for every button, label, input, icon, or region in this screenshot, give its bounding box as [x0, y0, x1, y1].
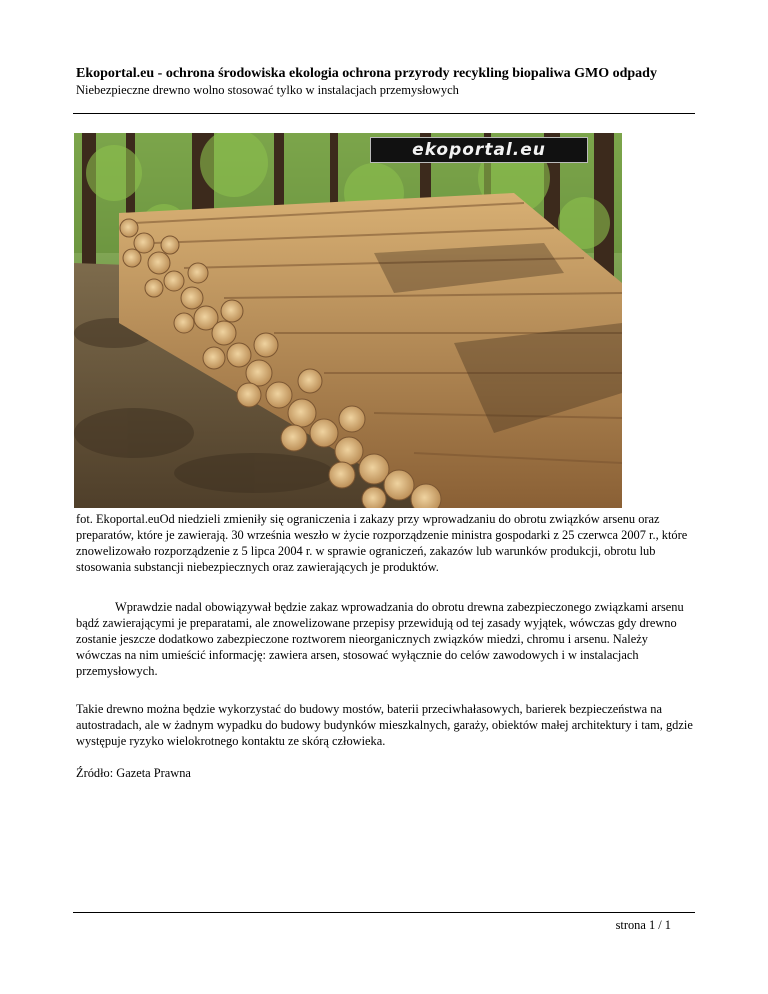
article-paragraph-2: Wprawdzie nadal obowiązywał będzie zakaz wprowadzania do obrotu drewna zabezpieczonego związkami arsenu bądź zawierającymi je preparatami, ale znowelizowane przepisy przewidują od tej zasady wyjątek, wówczas gdy drewno zostanie jeszcze dodatkowo zabezpieczone roztworem nieorganicznych związków miedzi, chromu i arsenu. Należy wówczas na nim umieścić informację: zawiera arsen, stosować wyłącznie do celów zawodowych i w instalacjach przemysłowych.: [76, 600, 684, 678]
article-photo: [74, 133, 622, 508]
logo-text: ekoportal.eu: [412, 140, 546, 160]
article-source: Źródło: Gazeta Prawna: [76, 766, 191, 780]
footer-divider: [73, 912, 695, 913]
article-subtitle: Niebezpieczne drewno wolno stosować tylko w instalacjach przemysłowych: [76, 83, 459, 97]
ekoportal-logo: [370, 137, 588, 163]
page-number: strona 1 / 1: [615, 918, 671, 932]
article-paragraph-1: fot. Ekoportal.euOd niedzieli zmieniły się ograniczenia i zakazy przy wprowadzaniu do obrotu związków arsenu oraz preparatów, które je zawierają. 30 września weszło w życie rozporządzenie ministra gospodarki z 25 czerwca 2007 r., które znowelizowało rozporządzenie z 5 lipca 2004 r. w sprawie ograniczeń, zakazów lub warunków produkcji, obrotu lub stosowania substancji niebezpiecznych oraz zawierających je produktów.: [76, 512, 688, 574]
header-divider: [73, 113, 695, 114]
article-paragraph-3: Takie drewno można będzie wykorzystać do budowy mostów, baterii przeciwhałasowych, barierek bezpieczeństwa na autostradach, ale w żadnym wypadku do budowy budynków mieszkalnych, garaży, obiektów małej architektury i tam, gdzie występuje ryzyko wielokrotnego kontaktu ze skórą człowieka.: [76, 702, 693, 748]
log-pile-photo: [74, 133, 622, 508]
page-title: Ekoportal.eu - ochrona środowiska ekologia ochrona przyrody recykling biopaliwa GMO odpady: [76, 66, 657, 81]
